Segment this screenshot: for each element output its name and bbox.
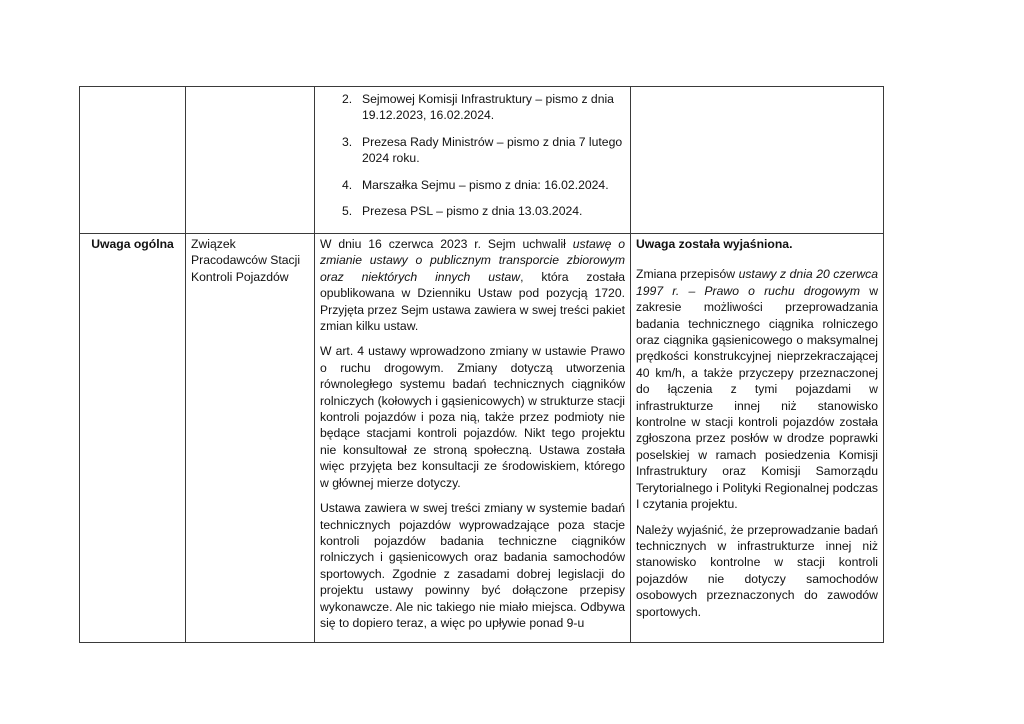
list-number: 4. bbox=[342, 177, 353, 192]
comments-table bbox=[79, 86, 884, 643]
list-number: 5. bbox=[342, 204, 353, 219]
comment-paragraph: W art. 4 ustawy wprowadzono zmiany w ustawie Prawo o ruchu drogowym. Zmiany dotyczą utworzenia równoległego systemu badań technicznych ciągników rolniczych (kołowych i gąsienicowych) w strukturze stacji kontroli pojazdów i poza nią, także przez podmioty nie będące stacjami kontroli pojazdów. Nikt tego projektu nie konsultował ze stroną społeczną. Ustawa została więc przyjęta bez konsultacji ze środowiskiem, którego w głównej mierze dotyczy. bbox=[320, 344, 625, 490]
response-cell bbox=[631, 234, 884, 643]
act-title: ustawę o zmianie ustawy o publicznym transporcie zbiorowym oraz niektórych innych ustaw bbox=[320, 237, 625, 284]
list-item bbox=[320, 134, 625, 167]
comment-paragraph: Ustawa zawiera w swej treści zmiany w systemie badań technicznych pojazdów wyprowadzające poza stacje kontroli pojazdów badania techniczne ciągników rolniczych i gąsienicowych oraz badania samochodów sportowych. Zgodnie z zasadami dobrej legislacji do projektu ustawy powinny być dołączone przepisy wykonawcze. Ale nic takiego nie miało miejsca. Odbywa się to dopiero teraz, a więc po upływie ponad 9-u bbox=[320, 501, 625, 630]
letters-list bbox=[320, 91, 625, 219]
list-text: Prezesa Rady Ministrów – pismo z dnia 7 lutego 2024 roku. bbox=[362, 134, 623, 166]
response-text: Zmiana przepisów bbox=[636, 267, 739, 282]
response-heading: Uwaga została wyjaśniona. bbox=[636, 237, 793, 251]
submitter-cell bbox=[186, 87, 315, 234]
list-text: Sejmowej Komisji Infrastruktury – pismo z dnia 19.12.2023, 16.02.2024. bbox=[362, 92, 614, 123]
submitter-cell bbox=[186, 234, 315, 643]
list-number: 2. bbox=[342, 92, 353, 106]
response-paragraph bbox=[636, 266, 878, 512]
comment-cell bbox=[315, 87, 631, 234]
comment-paragraph bbox=[320, 236, 625, 334]
comment-cell bbox=[315, 234, 631, 643]
list-item bbox=[320, 91, 625, 124]
table-row bbox=[80, 234, 884, 643]
response-paragraph: Należy wyjaśnić, że przeprowadzanie badań technicznych w infrastrukturze innej niż stanowisko kontrolne w stacji kontroli pojazdów nie dotyczy samochodów osobowych przeznaczonych do zawodów sportowych. bbox=[636, 522, 878, 619]
list-item bbox=[320, 203, 625, 219]
response-cell bbox=[631, 87, 884, 234]
comment-text: , która została opublikowana w Dzienniku Ustaw pod pozycją 1720. Przyjęta przez Sejm ustawa zawiera w swej treści pakiet zmian kilku ustaw. bbox=[320, 269, 626, 334]
list-number: 3. bbox=[342, 134, 353, 149]
category-cell bbox=[80, 87, 186, 234]
response-text: w zakresie możliwości przeprowadzania badania technicznego ciągnika rolniczego oraz ciągnika gąsienicowego o maksymalnej prędkości konstrukcyjnej nieprzekraczającej 40 km/h, a także przyczepy przeznaczonej do łączenia z tymi pojazdami w infrastrukturze innej niż stanowisko kontrolne w stacji kontroli pojazdów została zgłoszona przez posłów w drodze poprawki poselskiej w ramach posiedzenia Komisji Infrastruktury oraz Komisji Samorządu Terytorialnego i Polityki Regionalnej podczas I czytania projektu. bbox=[636, 283, 878, 512]
table-row bbox=[80, 87, 884, 234]
category-label: Uwaga ogólna bbox=[91, 237, 174, 251]
list-item bbox=[320, 177, 625, 193]
category-cell bbox=[80, 234, 186, 643]
list-text: Marszałka Sejmu – pismo z dnia: 16.02.2024. bbox=[362, 177, 609, 192]
submitter-name: Związek Pracodawców Stacji Kontroli Pojazdów bbox=[191, 237, 301, 284]
comment-text: W dniu 16 czerwca 2023 r. Sejm uchwalił bbox=[320, 237, 573, 251]
act-title: ustawy z dnia 20 czerwca 1997 r. – Prawo o ruchu drogowym bbox=[636, 267, 878, 298]
list-text: Prezesa PSL – pismo z dnia 13.03.2024. bbox=[362, 204, 583, 219]
